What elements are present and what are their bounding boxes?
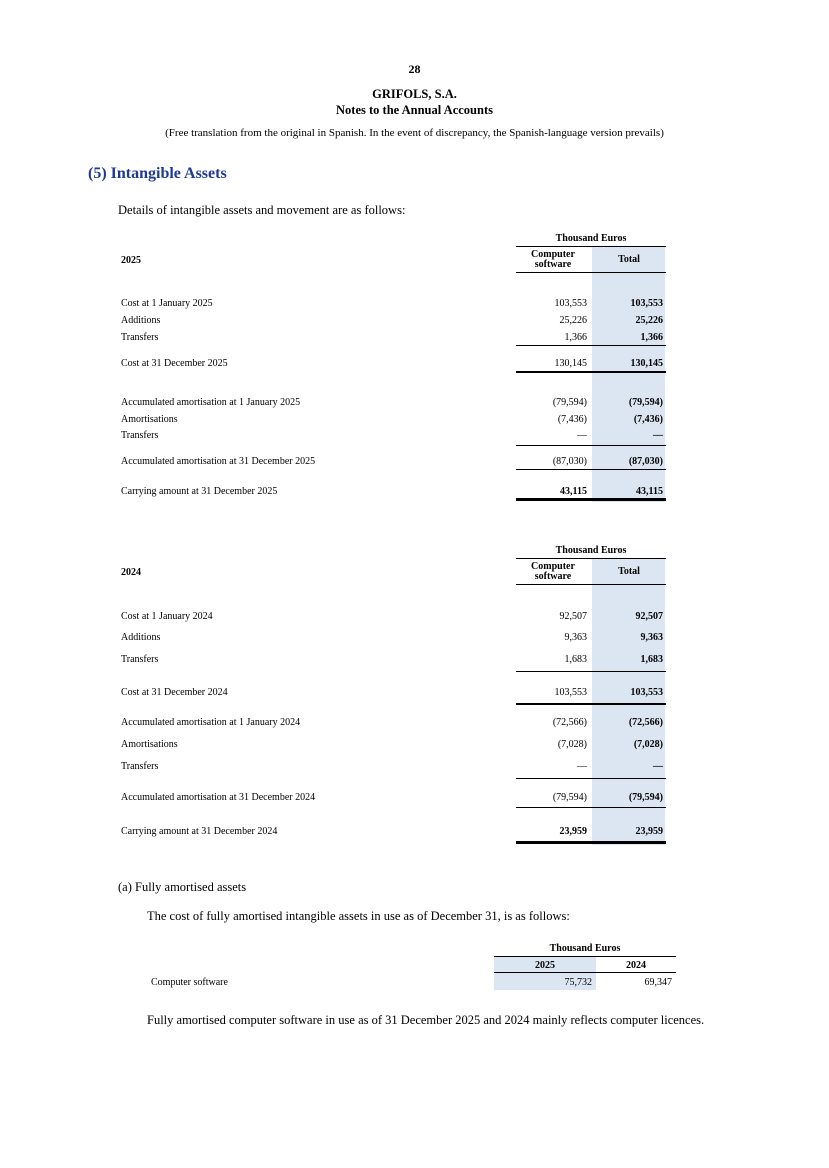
table-2024-total-rule (516, 807, 666, 808)
fa-unit-header: Thousand Euros (549, 943, 621, 954)
table-2025-unit-rule (516, 246, 666, 247)
table-2024-header-rule (516, 584, 666, 585)
table-2025-final-rule (516, 498, 666, 501)
table-2024-total-value: — (653, 761, 663, 772)
page-number: 28 (408, 62, 421, 76)
section-title: (5) Intangible Assets (88, 165, 227, 182)
table-2024-software-value: — (577, 761, 587, 772)
table-2025-total-rule (516, 469, 666, 470)
table-2025-software-value: (87,030) (552, 456, 587, 467)
table-2024-row-label: Accumulated amortisation at 1 January 2024 (121, 717, 301, 728)
table-2025-year: 2025 (121, 255, 141, 266)
table-2024-total-value: (72,566) (628, 717, 663, 728)
table-2024-total-value: 9,363 (640, 632, 663, 643)
table-2025-row-label: Accumulated amortisation at 31 December 2025 (121, 456, 316, 467)
table-2024-row-label: Transfers (121, 654, 159, 665)
table-2025-row-label: Cost at 31 December 2025 (121, 358, 228, 369)
table-2024-row-label: Cost at 31 December 2024 (121, 687, 228, 698)
table-2024-unit-header: Thousand Euros (555, 545, 627, 556)
table-2024-total-value: 92,507 (635, 611, 663, 622)
table-2025-row-label: Transfers (121, 332, 159, 343)
table-2025-row-label: Transfers (121, 430, 159, 441)
table-2024-final-rule (516, 841, 666, 844)
table-2024-software-value: 103,553 (554, 687, 587, 698)
table-2024-total-value: 23,959 (635, 826, 663, 837)
table-2025-total-value: 103,553 (630, 298, 663, 309)
table-2025-row-label: Additions (121, 315, 161, 326)
table-2025-row-label: Amortisations (121, 414, 178, 425)
table-2025-total-value: (79,594) (628, 397, 663, 408)
table-2025-row-label: Carrying amount at 31 December 2025 (121, 486, 278, 497)
table-2025-subtotal-rule (516, 445, 666, 446)
table-2025-software-value: — (577, 430, 587, 441)
table-2025-subtotal-rule (516, 345, 666, 346)
table-2024-software-value: (79,594) (552, 792, 587, 803)
table-2025-software-value: (79,594) (552, 397, 587, 408)
conclusion-paragraph: Fully amortised computer software in use as of 31 December 2025 and 2024 mainly reflects computer licences. (147, 1013, 705, 1027)
table-2024-subtotal-rule (516, 778, 666, 779)
subsection-paragraph: The cost of fully amortised intangible assets in use as of December 31, is as follows: (147, 909, 570, 923)
table-2025-total-value: (87,030) (628, 456, 663, 467)
table-2025-software-value: (7,436) (557, 414, 587, 425)
table-2024-software-value: 92,507 (559, 611, 587, 622)
table-2024-row-label: Cost at 1 January 2024 (121, 611, 213, 622)
table-2024-row-label: Transfers (121, 761, 159, 772)
table-2024-row-label: Additions (121, 632, 161, 643)
table-2025-total-value: 43,115 (636, 486, 663, 497)
fa-unit-rule (494, 956, 676, 957)
fa-value-2024: 69,347 (644, 977, 672, 988)
table-2025-unit-header: Thousand Euros (555, 233, 627, 244)
table-2024-year: 2024 (121, 567, 141, 578)
table-2025-total-value: 1,366 (640, 332, 663, 343)
translation-disclaimer: (Free translation from the original in Spanish. In the event of discrepancy, the Spanish-language version prevails) (165, 127, 664, 139)
table-2025-total-value: 25,226 (635, 315, 663, 326)
table-2025-total-value: 130,145 (630, 358, 663, 369)
company-name: GRIFOLS, S.A. (372, 87, 457, 101)
table-2025-software-value: 43,115 (560, 486, 587, 497)
table-2024-unit-rule (516, 558, 666, 559)
section-intro: Details of intangible assets and movement are as follows: (118, 203, 406, 217)
table-2025-col-total: Total (618, 254, 640, 265)
table-2025-software-value: 103,553 (554, 298, 587, 309)
table-2024-subtotal-rule (516, 671, 666, 672)
fa-col-2025: 2025 (535, 960, 555, 971)
table-2024-col-total: Total (618, 566, 640, 577)
table-2024-row-label: Amortisations (121, 739, 178, 750)
table-2024-row-label: Accumulated amortisation at 31 December 2024 (121, 792, 316, 803)
table-2024-total-rule (516, 703, 666, 705)
table-2024-total-value: (79,594) (628, 792, 663, 803)
document-subtitle: Notes to the Annual Accounts (336, 103, 493, 117)
subsection-heading: (a) Fully amortised assets (118, 880, 247, 894)
table-2025-total-value: (7,436) (633, 414, 663, 425)
table-2024-total-value: 103,553 (630, 687, 663, 698)
fa-value-2025: 75,732 (564, 977, 592, 988)
table-2024-software-value: 9,363 (564, 632, 587, 643)
table-2024-col-software: Computer software (531, 561, 575, 582)
table-2025-software-value: 1,366 (564, 332, 587, 343)
fa-row-label: Computer software (151, 977, 228, 988)
table-2024-software-value: 1,683 (564, 654, 587, 665)
table-2024-software-value: (7,028) (557, 739, 587, 750)
table-2024-total-value: (7,028) (633, 739, 663, 750)
table-2024-total-value: 1,683 (640, 654, 663, 665)
table-2025-total-rule (516, 371, 666, 373)
table-2025-total-value: — (653, 430, 663, 441)
fa-header-rule (494, 972, 676, 973)
table-2024-software-value: 23,959 (559, 826, 587, 837)
table-2025-row-label: Cost at 1 January 2025 (121, 298, 213, 309)
table-2025-software-value: 130,145 (554, 358, 587, 369)
table-2024-software-value: (72,566) (552, 717, 587, 728)
table-2025-col-software: Computer software (531, 249, 575, 270)
table-2025-software-value: 25,226 (559, 315, 587, 326)
table-2024-row-label: Carrying amount at 31 December 2024 (121, 826, 278, 837)
fa-col-2024: 2024 (626, 960, 646, 971)
table-2025-header-rule (516, 272, 666, 273)
table-2025-row-label: Accumulated amortisation at 1 January 2025 (121, 397, 301, 408)
